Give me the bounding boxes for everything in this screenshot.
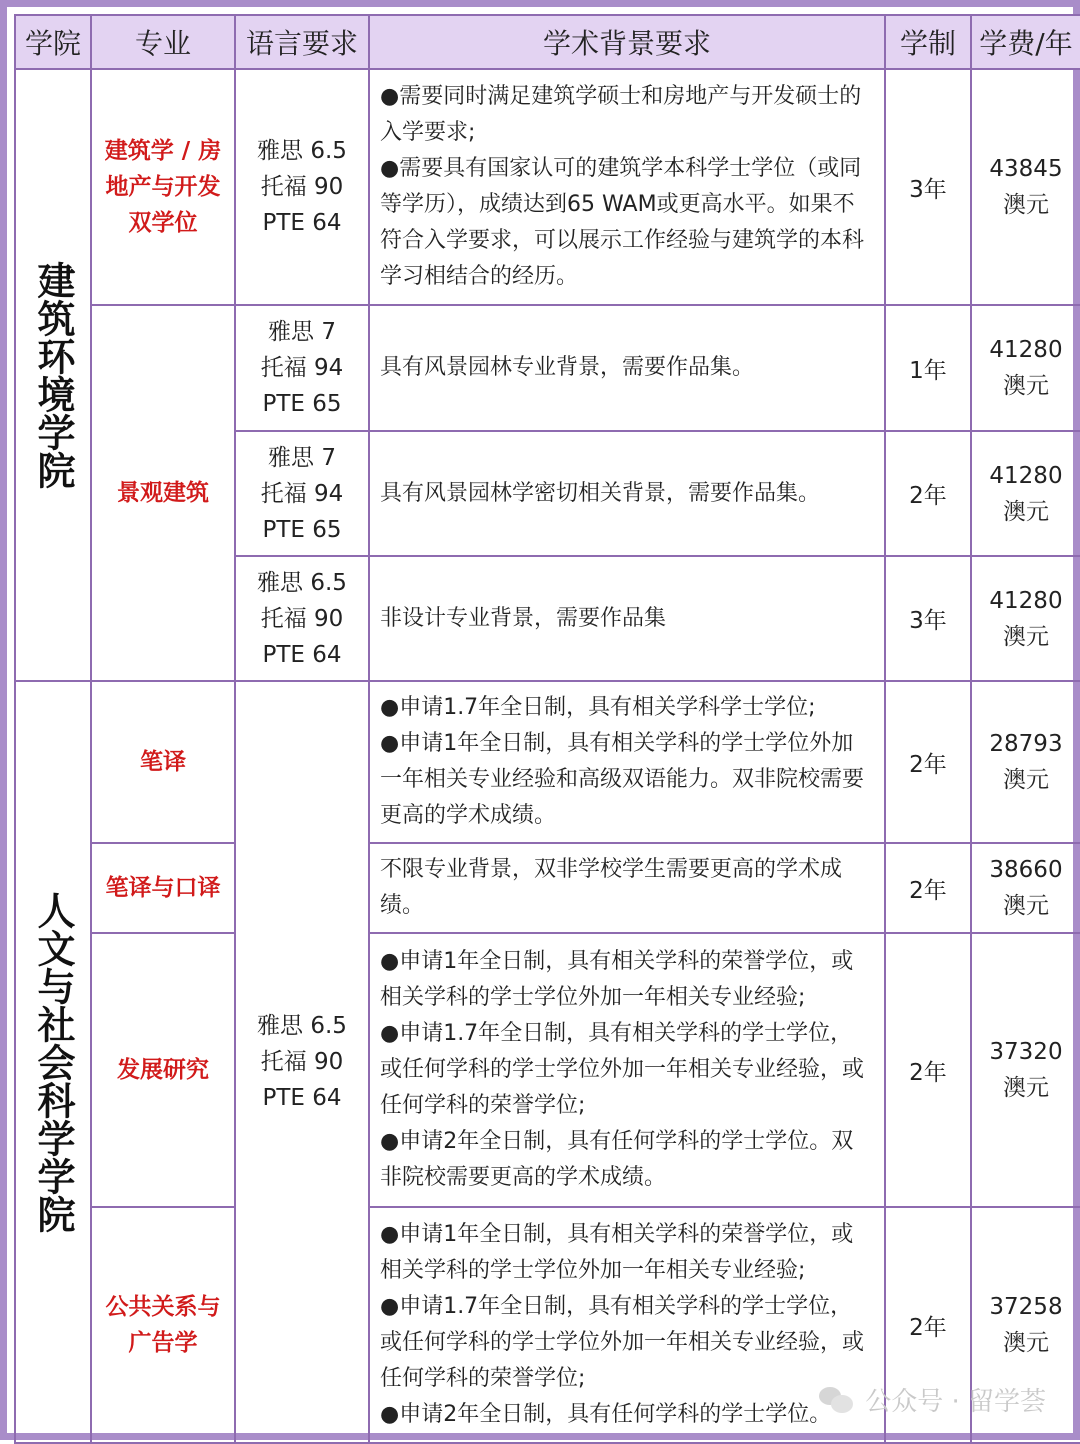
college-name: 人文与社会科学学院 [23,891,83,1233]
background-cell: 具有风景园林专业背景，需要作品集。 [369,305,885,431]
college-cell [15,69,91,681]
duration-cell: 1年 [885,305,971,431]
duration-cell: 3年 [885,69,971,305]
background-cell: ●申请1年全日制，具有相关学科的荣誉学位，或相关学科的学士学位外加一年相关专业经验; ●申请1.7年全日制，具有相关学科的学士学位，或任何学科的学士学位外加一年相关专业经验，或任何学科的荣誉学位; ●申请2年全日制，具有任何学科的学士学位。双非院校需要更高的学术成绩。 [369,933,885,1207]
header-language: 语言要求 [235,15,369,69]
major-cell: 景观建筑 [91,305,235,681]
language-cell: 雅思 6.5 托福 90 PTE 64 [235,681,369,1443]
fee-cell: 37320 澳元 [971,933,1080,1207]
duration-cell: 2年 [885,431,971,556]
duration-cell: 2年 [885,1207,971,1443]
background-cell: 非设计专业背景，需要作品集 [369,556,885,681]
header-background: 学术背景要求 [369,15,885,69]
background-cell: 具有风景园林学密切相关背景，需要作品集。 [369,431,885,556]
header-row [15,15,1080,69]
language-cell: 雅思 6.5 托福 90 PTE 64 [235,69,369,305]
program-table [14,14,1080,1444]
language-cell: 雅思 7 托福 94 PTE 65 [235,431,369,556]
table-row [15,843,1080,933]
duration-cell: 2年 [885,681,971,843]
major-cell: 发展研究 [91,933,235,1207]
major-cell: 笔译与口译 [91,843,235,933]
college-name: 建筑环境学院 [23,261,83,489]
header-duration: 学制 [885,15,971,69]
header-fee: 学费/年 [971,15,1080,69]
major-cell: 建筑学 / 房地产与开发双学位 [91,69,235,305]
major-cell: 公共关系与广告学 [91,1207,235,1443]
college-cell [15,681,91,1443]
fee-cell: 43845 澳元 [971,69,1080,305]
table-row [15,933,1080,1207]
fee-cell: 37258 澳元 [971,1207,1080,1443]
duration-cell: 2年 [885,843,971,933]
duration-cell: 2年 [885,933,971,1207]
wechat-icon [819,1385,855,1415]
background-cell: ●需要同时满足建筑学硕士和房地产与开发硕士的入学要求; ●需要具有国家认可的建筑学本科学士学位（或同等学历），成绩达到65 WAM或更高水平。如果不符合入学要求，可以展示工作经验与建筑学的本科学习相结合的经历。 [369,69,885,305]
fee-cell: 28793 澳元 [971,681,1080,843]
fee-cell: 38660 澳元 [971,843,1080,933]
watermark [819,1381,1046,1418]
duration-cell: 3年 [885,556,971,681]
header-college: 学院 [15,15,91,69]
background-cell: 不限专业背景，双非学校学生需要更高的学术成绩。 [369,843,885,933]
major-cell: 笔译 [91,681,235,843]
background-cell: ●申请1.7年全日制，具有相关学科学士学位; ●申请1年全日制，具有相关学科的学士学位外加一年相关专业经验和高级双语能力。双非院校需要更高的学术成绩。 [369,681,885,843]
background-cell: ●申请1年全日制，具有相关学科的荣誉学位，或相关学科的学士学位外加一年相关专业经验; ●申请1.7年全日制，具有相关学科的学士学位，或任何学科的学士学位外加一年相关专业经验，或任何学科的荣誉学位; ●申请2年全日制，具有任何学科的学士学位。 [369,1207,885,1443]
fee-cell: 41280 澳元 [971,305,1080,431]
fee-cell: 41280 澳元 [971,431,1080,556]
watermark-text: 公众号 · 留学荟 [865,1381,1046,1418]
header-major: 专业 [91,15,235,69]
table-row [15,681,1080,843]
table-row [15,69,1080,305]
fee-cell: 41280 澳元 [971,556,1080,681]
table-row [15,305,1080,431]
language-cell: 雅思 6.5 托福 90 PTE 64 [235,556,369,681]
language-cell: 雅思 7 托福 94 PTE 65 [235,305,369,431]
